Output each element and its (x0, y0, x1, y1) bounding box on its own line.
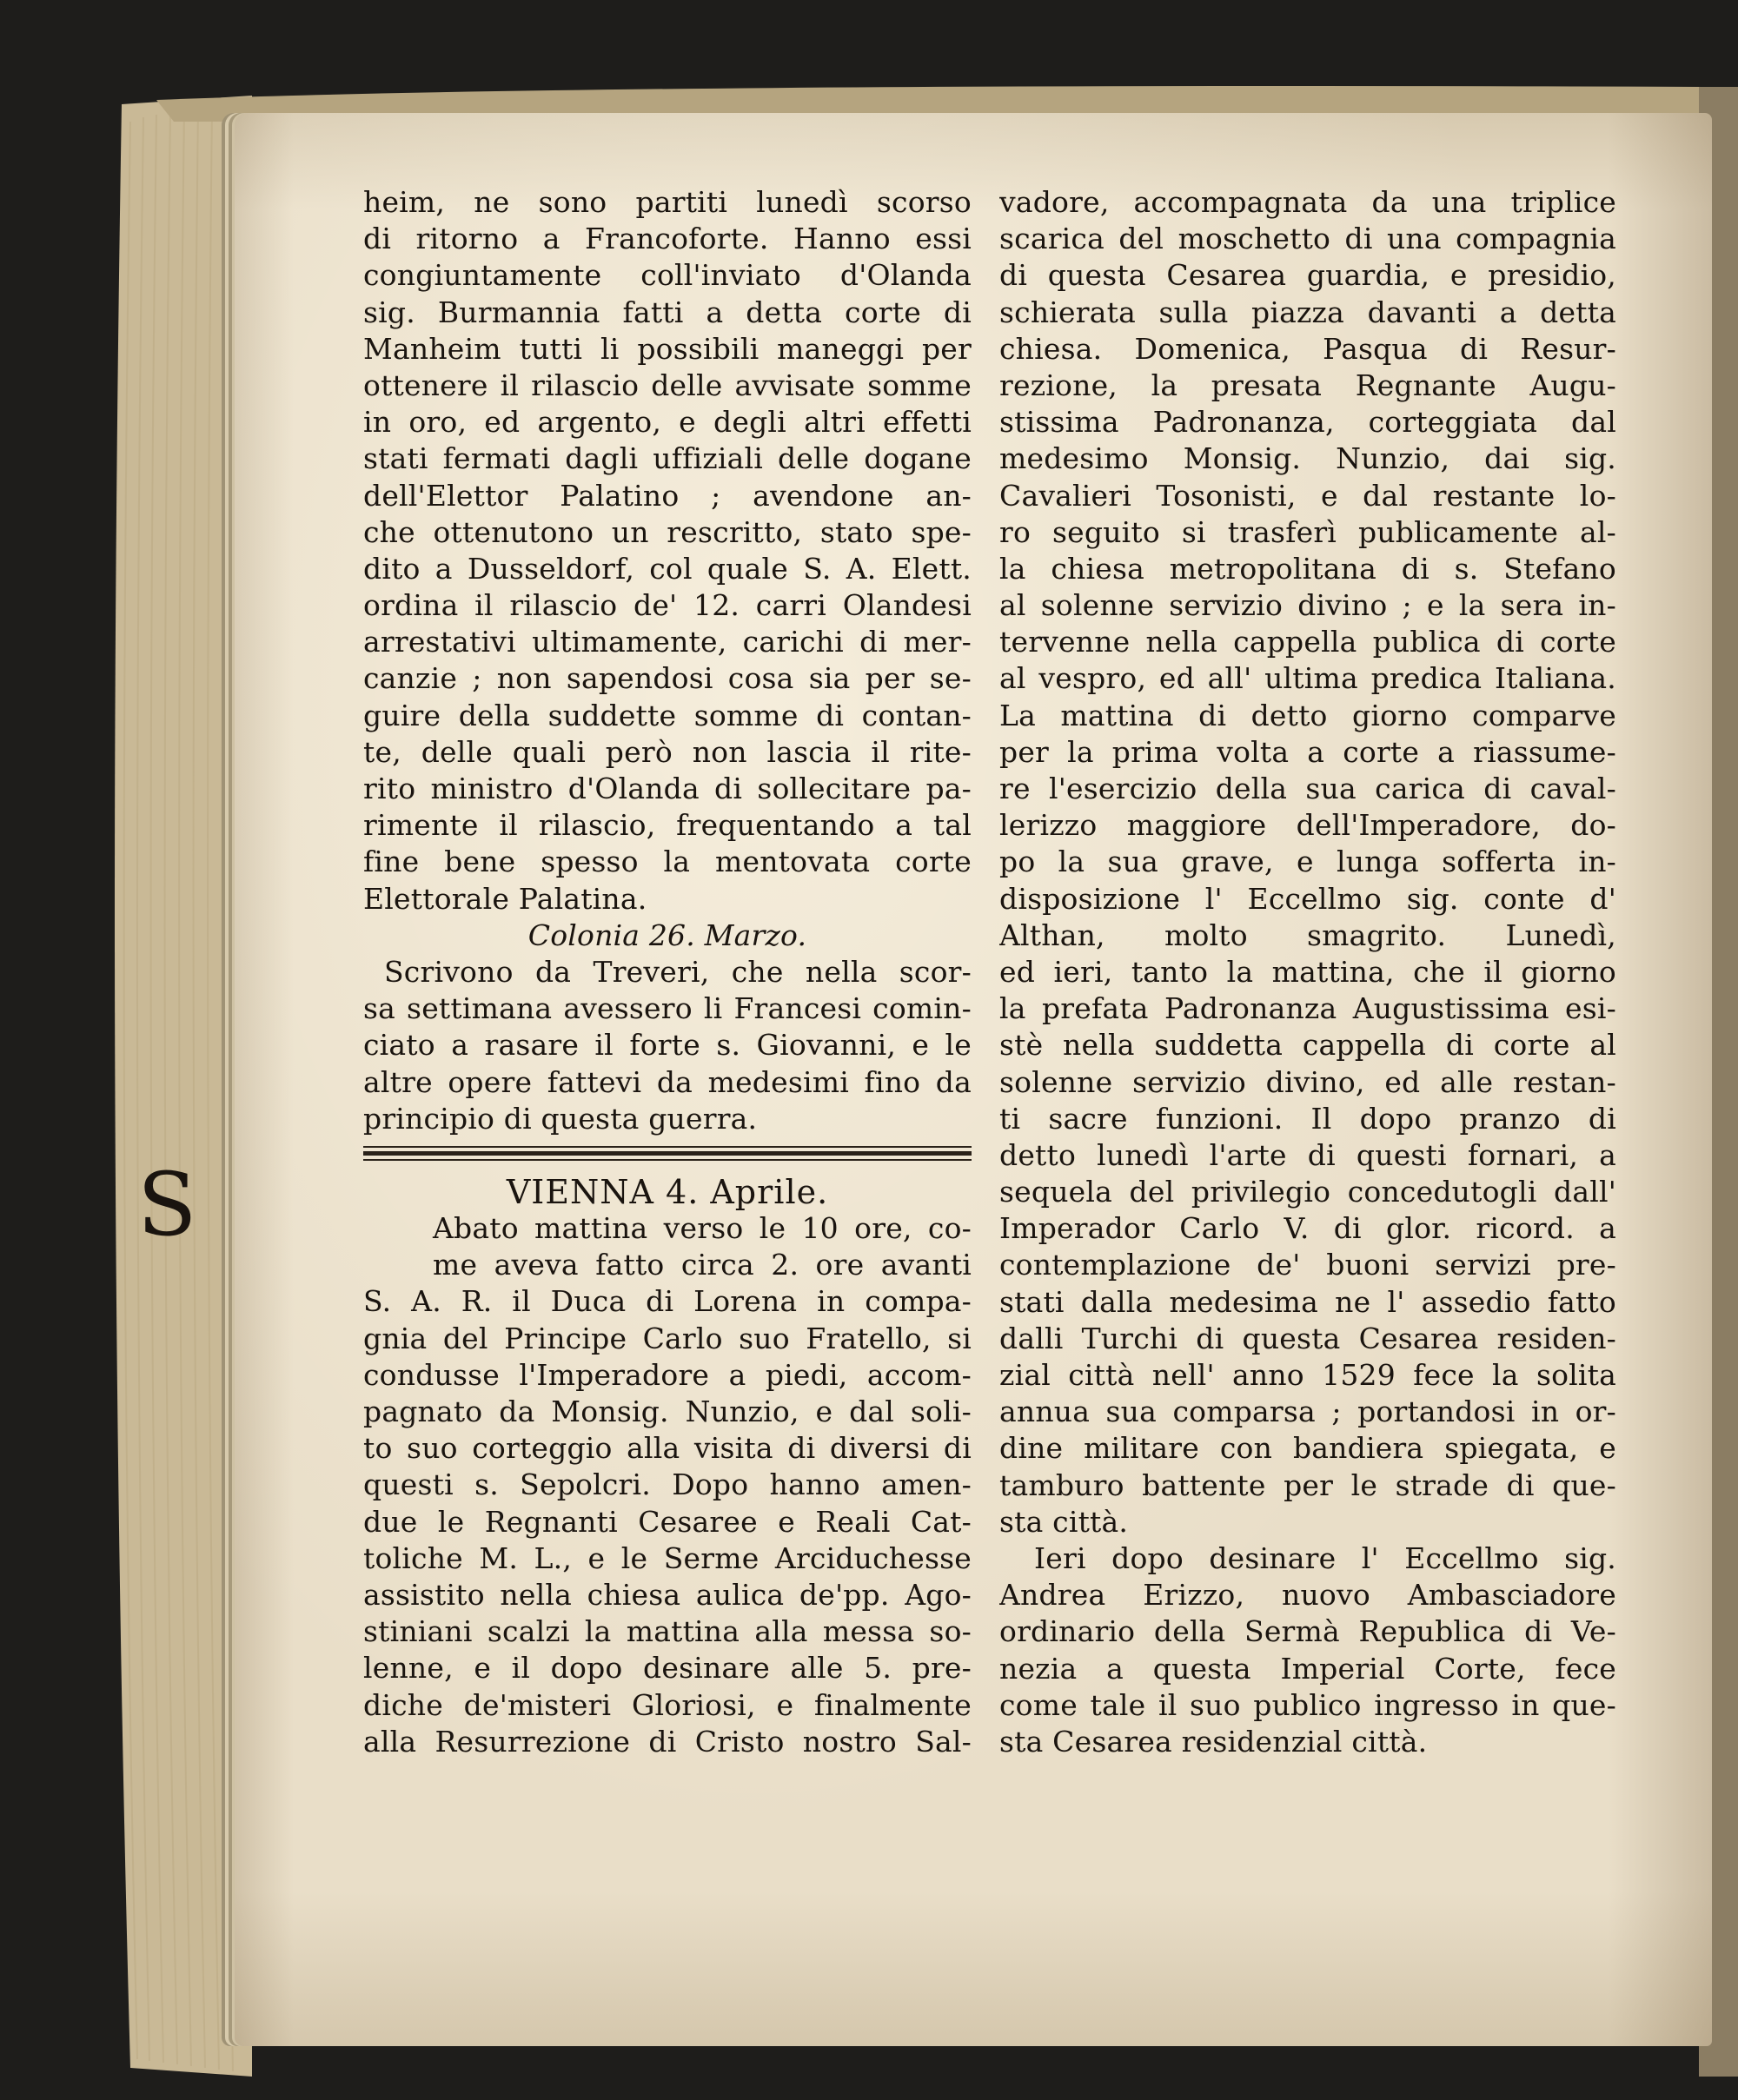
text-line: che ottenutono un rescritto, stato spe- (363, 514, 972, 549)
text-line: dito a Dusseldorf, col quale S. A. Elett. (363, 551, 972, 586)
text-line: schierata sulla piazza davanti a detta (999, 295, 1616, 329)
text-line: zial città nell' anno 1529 fece la solita (999, 1358, 1616, 1392)
text-line: alla Resurrezione di Cristo nostro Sal- (363, 1724, 972, 1759)
text-line: ed ieri, tanto la mattina, che il giorno (999, 954, 1616, 989)
text-line: due le Regnanti Cesaree e Reali Cat- (363, 1504, 972, 1539)
text-line: chiesa. Domenica, Pasqua di Resur- (999, 331, 1616, 366)
text-line: po la sua grave, e lunga sofferta in- (999, 845, 1616, 879)
text-line: sa settimana avessero li Francesi comin- (363, 991, 972, 1026)
text-line: Manheim tutti li possibili maneggi per (363, 331, 972, 366)
text-line: condusse l'Imperadore a piedi, accom- (363, 1357, 972, 1392)
text-line: Elettorale Palatina. (363, 881, 647, 916)
text-line: contemplazione de' buoni servizi pre- (999, 1248, 1616, 1282)
text-line: lenne, e il dopo desinare alle 5. pre- (363, 1651, 972, 1686)
text-line: scarica del moschetto di una compagnia (999, 222, 1616, 256)
text-line: ordinario della Sermà Republica di Ve- (999, 1614, 1616, 1649)
text-line: sta città. (999, 1504, 1129, 1539)
text-line: te, delle quali però non lascia il rite- (363, 734, 972, 769)
text-line: Althan, molto smagrito. Lunedì, (999, 918, 1616, 952)
text-line: altre opere fattevi da medesimi fino da (363, 1064, 972, 1099)
vienna-paragraph (363, 1210, 972, 1760)
text-line: sta Cesarea residenzial città. (999, 1724, 1428, 1759)
text-line: la chiesa metropolitana di s. Stefano (999, 551, 1616, 586)
text-line: congiuntamente coll'inviato d'Olanda (363, 258, 972, 293)
drop-cap-letter: S (137, 1154, 197, 1255)
text-line: La mattina di detto giorno comparve (999, 698, 1616, 732)
text-line: toliche M. L., e le Serme Arciduchesse (363, 1540, 972, 1575)
text-line: heim, ne sono partiti lunedì scorso (363, 185, 972, 219)
text-line: di questa Cesarea guardia, e presidio, (999, 258, 1616, 293)
text-line: rito ministro d'Olanda di sollecitare pa- (363, 772, 972, 805)
text-line: pagnato da Monsig. Nunzio, e dal soli- (363, 1394, 972, 1428)
text-line: sequela del privilegio concedutogli dall' (999, 1175, 1616, 1209)
page (235, 113, 1712, 2046)
text-line: stiniani scalzi la mattina alla messa so- (363, 1614, 972, 1649)
text-line: di ritorno a Francoforte. Hanno essi (363, 222, 972, 256)
text-line: disposizione l' Eccellmo sig. conte d' (999, 881, 1616, 916)
right-column-paragraph (999, 184, 1616, 1540)
text-line: vadore, accompagnata da una triplice (999, 185, 1616, 219)
text-line: diche de'misteri Gloriosi, e finalmente (363, 1687, 972, 1722)
text-line: canzie ; non sapendosi cosa sia per se- (363, 661, 972, 696)
text-line: me aveva fatto circa 2. ore avanti (433, 1248, 972, 1282)
text-line: ordina il rilascio de' 12. carri Olandesi (363, 588, 972, 623)
text-line: to suo corteggio alla visita di diversi di (363, 1431, 972, 1466)
text-line: detto lunedì l'arte di questi fornari, a (999, 1137, 1616, 1172)
text-line: ciato a rasare il forte s. Giovanni, e le (363, 1028, 972, 1063)
text-line: per la prima volta a corte a riassume- (999, 734, 1616, 769)
text-line: stati fermati dagli uffiziali delle dogane (363, 441, 972, 476)
dateline-colonia: Colonia 26. Marzo. (527, 918, 807, 952)
text-line: Ieri dopo desinare l' Eccellmo sig. (1034, 1540, 1616, 1575)
text-line: nezia a questa Imperial Corte, fece (999, 1651, 1616, 1686)
text-line: rezione, la presata Regnante Augu- (999, 368, 1616, 402)
text-line: al vespro, ed all' ultima predica Italiana. (999, 661, 1616, 696)
text-line: dell'Elettor Palatino ; avendone an- (363, 478, 972, 513)
text-line: guire della suddette somme di contan- (363, 698, 972, 732)
text-line: ti sacre funzioni. Il dopo pranzo di (999, 1101, 1616, 1136)
vienna-heading: VIENNA 4. Aprile. (506, 1173, 829, 1211)
colonia-paragraph (363, 954, 972, 1137)
text-line: ottenere il rilascio delle avvisate somme (363, 368, 972, 402)
text-line: medesimo Monsig. Nunzio, dai sig. (999, 441, 1616, 476)
left-column (363, 184, 972, 1760)
text-line: Andrea Erizzo, nuovo Ambasciadore (999, 1578, 1616, 1613)
text-line: Cavalieri Tosonisti, e dal restante lo- (999, 478, 1616, 513)
text-line: S. A. R. il Duca di Lorena in compa- (363, 1284, 972, 1319)
text-line: stè nella suddetta cappella di corte al (999, 1028, 1616, 1063)
text-line: sig. Burmannia fatti a detta corte di (363, 295, 972, 329)
text-line: la prefata Padronanza Augustissima esi- (999, 991, 1616, 1026)
text-line: re l'esercizio della sua carica di caval- (999, 772, 1616, 805)
text-line: Imperador Carlo V. di glor. ricord. a (999, 1211, 1616, 1246)
text-line: principio di questa guerra. (363, 1101, 758, 1136)
text-line: tervenne nella cappella publica di corte (999, 625, 1616, 659)
text-line: fine bene spesso la mentovata corte (363, 845, 972, 879)
text-line: solenne servizio divino, ed alle restan- (999, 1064, 1616, 1099)
text-line: stissima Padronanza, corteggiata dal (999, 405, 1616, 440)
book-page-stack (115, 96, 252, 2077)
text-line: al solenne servizio divino ; e la sera in- (999, 588, 1616, 623)
text-line: in oro, ed argento, e degli altri effetti (363, 405, 972, 440)
text-line: dalli Turchi di questa Cesarea residen- (999, 1321, 1616, 1355)
text-line: questi s. Sepolcri. Dopo hanno amen- (363, 1467, 972, 1502)
text-line: come tale il suo publico ingresso in que- (999, 1687, 1616, 1722)
text-line: lerizzo maggiore dell'Imperadore, do- (999, 808, 1616, 843)
left-column-top-paragraph (363, 184, 972, 918)
text-line: annua sua comparsa ; portandosi in or- (999, 1394, 1616, 1429)
text-line: Scrivono da Treveri, che nella scor- (384, 954, 972, 989)
text-line: stati dalla medesima ne l' assedio fatto (999, 1284, 1616, 1319)
right-column (999, 184, 1616, 1760)
text-line: dine militare con bandiera spiegata, e (999, 1431, 1616, 1466)
text-line: tamburo battente per le strade di que- (999, 1467, 1616, 1502)
text-line: Abato mattina verso le 10 ore, co- (433, 1211, 972, 1246)
text-line: assistito nella chiesa aulica de'pp. Ago- (363, 1577, 972, 1612)
ambassador-paragraph (999, 1540, 1616, 1760)
section-divider-rule (363, 1137, 972, 1174)
text-line: arrestativi ultimamente, carichi di mer- (363, 625, 972, 659)
text-line: rimente il rilascio, frequentando a tal (363, 808, 972, 843)
text-line: gnia del Principe Carlo suo Fratello, si (363, 1321, 972, 1355)
text-line: ro seguito si trasferì publicamente al- (999, 514, 1616, 549)
